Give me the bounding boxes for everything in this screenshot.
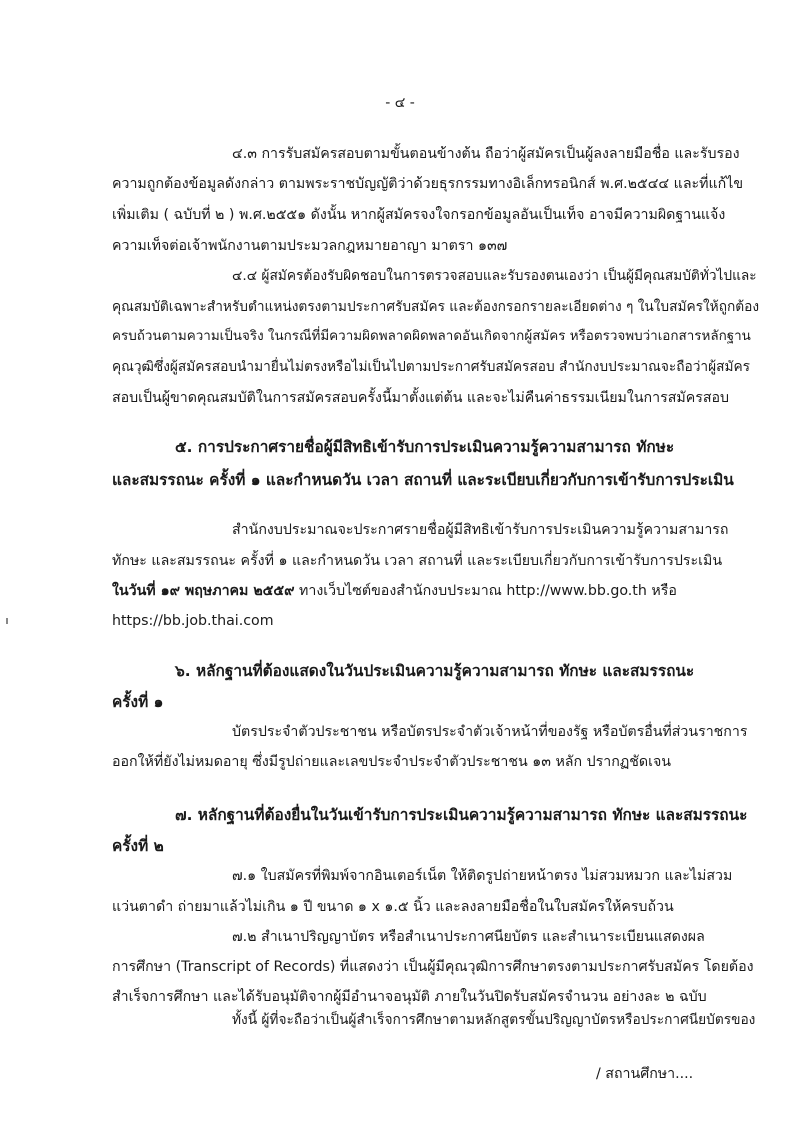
s4-4-line-4: คุณวุฒิซึ่งผู้สมัครสอบนำมายื่นไม่ตรงหรือไม่เป็นไปตามประกาศรับสมัครสอบ สำนักงบประมาณจะถือว่าผู้สมัคร: [112, 359, 750, 375]
s6-heading-line-2: ครั้งที่ ๑: [112, 693, 164, 711]
s4-4-line-5: สอบเป็นผู้ขาดคุณสมบัติในการสมัครสอบครั้งนี้มาตั้งแต่ต้น และจะไม่คืนค่าธรรมเนียมในการสมัครสอบ: [112, 390, 730, 406]
s5-para-line-4: https://bb.job.thai.com: [112, 613, 274, 629]
s7-2-line-2: การศึกษา (Transcript of Records) ที่แสดงว่า เป็นผู้มีคุณวุฒิการศึกษาตรงตามประกาศรับสมัคร โดยต้อง: [112, 959, 754, 975]
s4-3-line-1: ๔.๓ การรับสมัครสอบตามขั้นตอนข้างต้น ถือว่าผู้สมัครเป็นผู้ลงลายมือชื่อ และรับรอง: [232, 146, 740, 162]
s7-1-line-2: แว่นตาดำ ถ่ายมาแล้วไม่เกิน ๑ ปี ขนาด ๑ x ๑.๕ นิ้ว และลงลายมือชื่อในใบสมัครให้ครบถ้วน: [112, 899, 674, 915]
s7-1-line-1: ๗.๑ ใบสมัครที่พิมพ์จากอินเตอร์เน็ต ให้ติดรูปถ่ายหน้าตรง ไม่สวมหมวก และไม่สวม: [232, 868, 733, 884]
s4-3-line-3: เพิ่มเติม ( ฉบับที่ ๒ ) พ.ศ.๒๕๕๑ ดังนั้น หากผู้สมัครจงใจกรอกข้อมูลอันเป็นเท็จ อาจมีความผิดฐานแจ้ง: [112, 207, 726, 223]
s7-heading-line-2: ครั้งที่ ๒: [112, 837, 164, 855]
s5-heading-line-2: และสมรรถนะ ครั้งที่ ๑ และกำหนดวัน เวลา สถานที่ และระเบียบเกี่ยวกับการเข้ารับการประเมิน: [112, 471, 734, 489]
continuation-footer: / สถานศึกษา....: [596, 1066, 694, 1082]
s7-heading-line-1: ๗. หลักฐานที่ต้องยื่นในวันเข้ารับการประเมินความรู้ความสามารถ ทักษะ และสมรรถนะ: [175, 806, 748, 824]
s5-para-line-2: ทักษะ และสมรรถนะ ครั้งที่ ๑ และกำหนดวัน เวลา สถานที่ และระเบียบเกี่ยวกับการเข้ารับการประเมิน: [112, 553, 723, 569]
s5-heading-line-1: ๕. การประกาศรายชื่อผู้มีสิทธิเข้ารับการประเมินความรู้ความสามารถ ทักษะ: [175, 438, 675, 456]
s6-heading-line-1: ๖. หลักฐานที่ต้องแสดงในวันประเมินความรู้ความสามารถ ทักษะ และสมรรถนะ: [175, 662, 695, 680]
s5-para-line-1: สำนักงบประมาณจะประกาศรายชื่อผู้มีสิทธิเข้ารับการประเมินความรู้ความสามารถ: [232, 522, 729, 538]
s5-para-line-3: [112, 581, 677, 601]
s4-4-line-2: คุณสมบัติเฉพาะสำหรับตำแหน่งตรงตามประกาศรับสมัคร และต้องกรอกรายละเอียดต่าง ๆ ในใบสมัครให้ถูกต้อง: [112, 299, 760, 315]
s6-para-line-2: ออกให้ที่ยังไม่หมดอายุ ซึ่งมีรูปถ่ายและเลขประจำประจำตัวประชาชน ๑๓ หลัก ปรากฏชัดเจน: [112, 754, 672, 770]
s7-note-line-1: ทั้งนี้ ผู้ที่จะถือว่าเป็นผู้สำเร็จการศึกษาตามหลักสูตรขั้นปริญญาบัตรหรือประกาศนียบัตรของ: [232, 1012, 756, 1028]
s4-3-line-4: ความเท็จต่อเจ้าพนักงานตามประมวลกฎหมายอาญา มาตรา ๑๓๗: [112, 238, 508, 254]
s4-4-line-1: ๔.๔ ผู้สมัครต้องรับผิดชอบในการตรวจสอบและรับรองตนเองว่า เป็นผู้มีคุณสมบัติทั่วไปและ: [232, 268, 757, 284]
margin-mark: [6, 618, 8, 624]
s5-website-text: ทางเว็บไซต์ของสำนักงบประมาณ http://www.bb.go.th หรือ: [294, 583, 677, 599]
s7-2-line-3: สำเร็จการศึกษา และได้รับอนุมัติจากผู้มีอำนาจอนุมัติ ภายในวันปิดรับสมัครจำนวน อย่างละ ๒ ฉบับ: [112, 989, 707, 1005]
page-number: - ๔ -: [385, 95, 415, 111]
s7-2-line-1: ๗.๒ สำเนาปริญญาบัตร หรือสำเนาประกาศนียบัตร และสำเนาระเบียนแสดงผล: [232, 929, 705, 945]
s6-para-line-1: บัตรประจำตัวประชาชน หรือบัตรประจำตัวเจ้าหน้าที่ของรัฐ หรือบัตรอื่นที่ส่วนราชการ: [232, 724, 748, 740]
s4-3-line-2: ความถูกต้องข้อมูลดังกล่าว ตามพระราชบัญญัติว่าด้วยธุรกรรมทางอิเล็กทรอนิกส์ พ.ศ.๒๕๔๔ และที่แก้ไข: [112, 176, 744, 192]
s4-4-line-3: ครบถ้วนตามความเป็นจริง ในกรณีที่มีความผิดพลาดผิดพลาดอันเกิดจากผู้สมัคร หรือตรวจพบว่าเอกสารหลักฐาน: [112, 329, 751, 344]
s5-date-bold: ในวันที่ ๑๙ พฤษภาคม ๒๕๕๙: [112, 583, 295, 599]
